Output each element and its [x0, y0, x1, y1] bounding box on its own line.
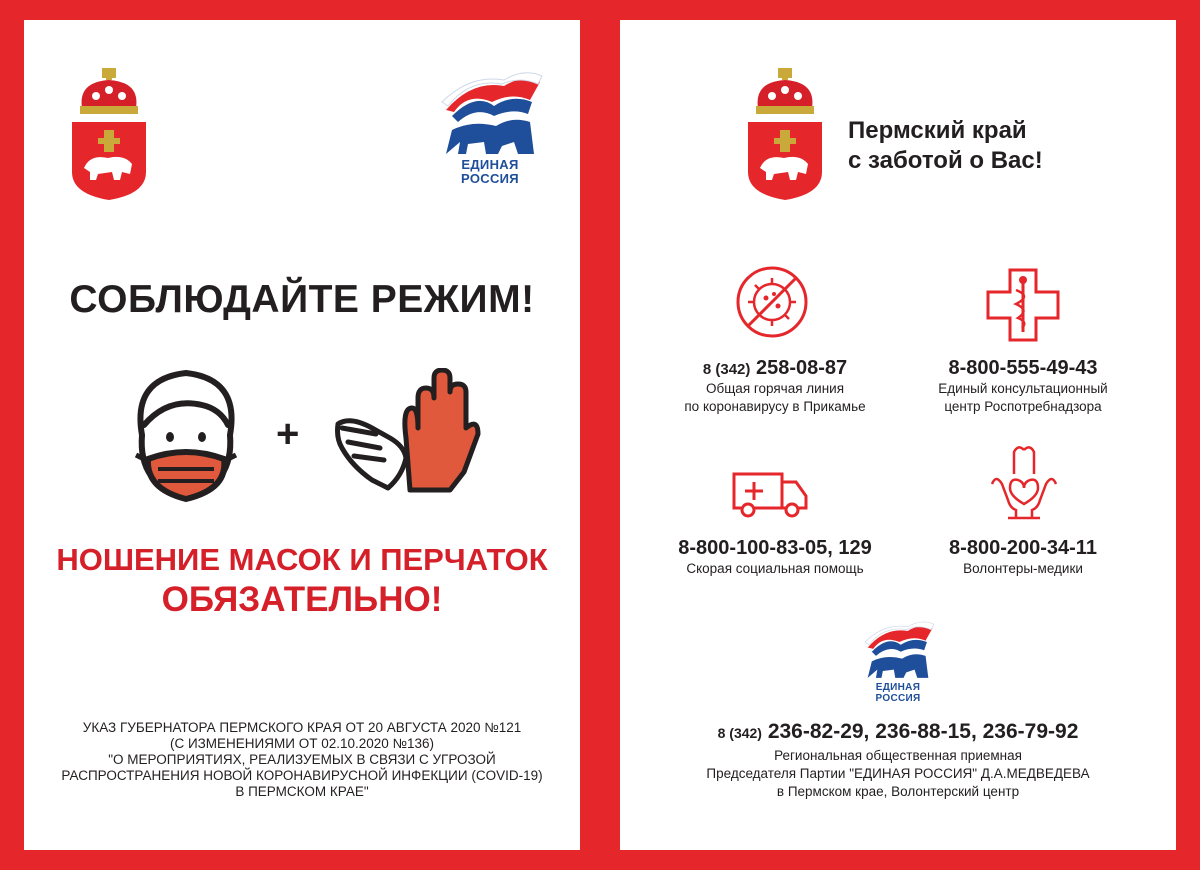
left-poster	[24, 20, 580, 850]
contact-desc: Волонтеры-медики	[963, 561, 1083, 576]
party-logo	[858, 620, 938, 704]
contact-card-volunteers	[878, 537, 1168, 578]
contact-desc: Единый консультационный	[938, 381, 1108, 396]
reception-desc-line: Региональная общественная приемная	[774, 748, 1022, 763]
requirement-line1: НОШЕНИЕ МАСОК И ПЕРЧАТОК	[56, 542, 548, 577]
contact-desc: по коронавирусу в Прикамье	[684, 399, 866, 414]
party-logo-text-line2: РОССИЯ	[461, 171, 519, 186]
phone-number: 8-800-100-83-05, 129	[678, 537, 872, 559]
contact-desc: Скорая социальная помощь	[686, 561, 864, 576]
phone-number: 8-800-200-34-11	[949, 537, 1097, 559]
plus-sign: +	[276, 412, 300, 456]
contact-card-rospotrebnadzor	[878, 357, 1168, 416]
party-logo-text-line1: ЕДИНАЯ	[875, 682, 921, 693]
party-logo	[432, 70, 548, 186]
perm-coat-of-arms-icon	[744, 68, 826, 200]
right-poster	[620, 20, 1176, 850]
slogan	[848, 116, 1043, 176]
reception-desc-line: в Пермском крае, Волонтерский центр	[776, 784, 1020, 799]
contact-desc: Общая горячая линия	[705, 381, 845, 396]
medical-cross-icon	[984, 266, 1062, 344]
phone-number: 8-800-555-49-43	[948, 357, 1098, 379]
no-virus-icon	[734, 264, 810, 340]
slogan-line2: с заботой о Вас!	[848, 147, 1043, 174]
reception-phones	[620, 720, 1176, 744]
decree-line: В ПЕРМСКОМ КРАЕ"	[235, 784, 369, 799]
requirement-line2: ОБЯЗАТЕЛЬНО!	[161, 580, 443, 619]
headline: СОБЛЮДАЙТЕ РЕЖИМ!	[69, 278, 535, 321]
slogan-line1: Пермский край	[848, 117, 1027, 144]
decree-text	[44, 720, 560, 800]
reception-desc-line: Председателя Партии "ЕДИНАЯ РОССИЯ" Д.А.МЕДВЕДЕВА	[706, 766, 1090, 781]
contact-desc: центр Роспотребнадзора	[944, 399, 1102, 414]
phone-number: 258-08-87	[755, 357, 848, 379]
decree-line: (С ИЗМЕНЕНИЯМИ ОТ 02.10.2020 №136)	[169, 736, 435, 751]
decree-line: РАСПРОСТРАНЕНИЯ НОВОЙ КОРОНАВИРУСНОЙ ИНФЕКЦИИ (COVID-19)	[61, 768, 543, 783]
decree-line: "О МЕРОПРИЯТИЯХ, РЕАЛИЗУЕМЫХ В СВЯЗИ С УГРОЗОЙ	[108, 752, 496, 767]
ambulance-icon	[730, 468, 810, 520]
perm-coat-of-arms-icon	[68, 68, 150, 200]
gloves-icon	[332, 368, 482, 496]
reception-description	[620, 747, 1176, 801]
decree-line: УКАЗ ГУБЕРНАТОРА ПЕРМСКОГО КРАЯ ОТ 20 АВГУСТА 2020 №121	[82, 720, 522, 735]
contact-card-social-aid	[630, 537, 920, 578]
party-logo-text-line2: РОССИЯ	[875, 693, 921, 704]
reception-phone-prefix: 8 (342)	[717, 725, 762, 741]
face-mask-icon	[128, 365, 244, 505]
volunteer-hands-heart-icon	[988, 444, 1060, 520]
phone-prefix: 8 (342)	[702, 361, 751, 378]
reception-phone-numbers: 236-82-29, 236-88-15, 236-79-92	[767, 720, 1079, 743]
party-logo-text-line1: ЕДИНАЯ	[461, 157, 519, 172]
contact-card-hotline	[630, 357, 920, 416]
